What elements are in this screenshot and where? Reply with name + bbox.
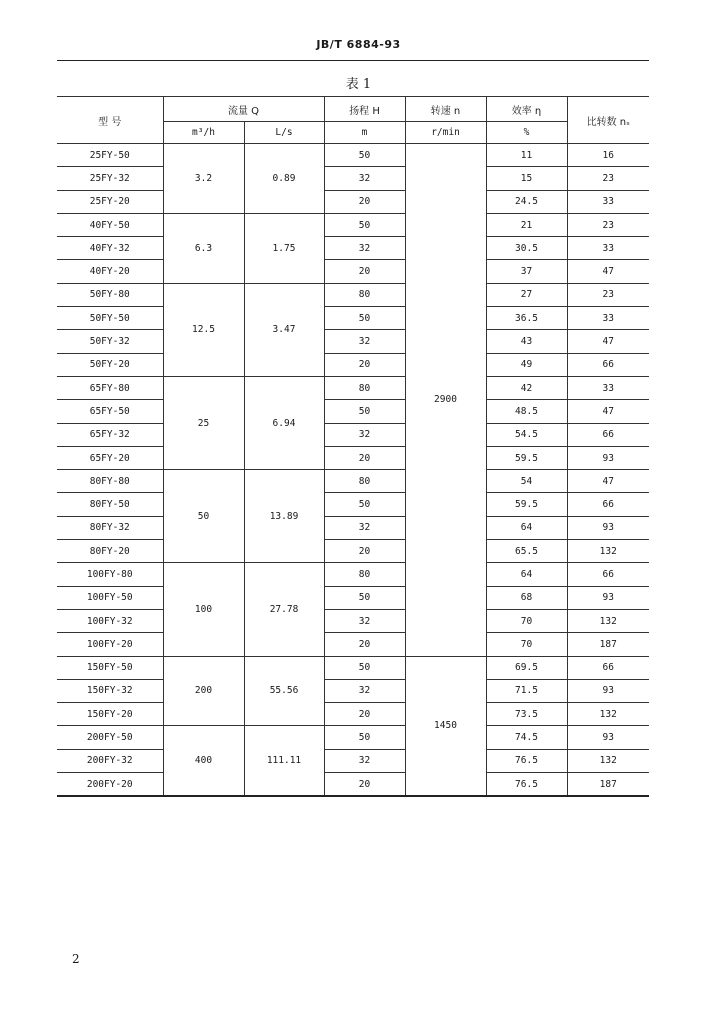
efficiency-cell: 21 [486,213,567,236]
header-flow-m3h: m³/h [163,122,244,144]
efficiency-cell: 49 [486,353,567,376]
flow-m3h-cell: 25 [163,376,244,469]
table-row [57,376,649,399]
specific-speed-cell: 187 [567,633,649,656]
table-row [57,773,649,797]
table-row [57,749,649,772]
model-cell: 150FY-20 [57,703,163,726]
table-row [57,237,649,260]
specific-speed-cell: 47 [567,400,649,423]
model-cell: 100FY-80 [57,563,163,586]
head-cell: 32 [324,609,405,632]
table-row [57,446,649,469]
model-cell: 65FY-80 [57,376,163,399]
table-row [57,213,649,236]
efficiency-cell: 68 [486,586,567,609]
efficiency-cell: 71.5 [486,679,567,702]
specific-speed-cell: 132 [567,609,649,632]
model-cell: 50FY-20 [57,353,163,376]
head-cell: 20 [324,190,405,213]
head-cell: 50 [324,144,405,167]
model-cell: 25FY-20 [57,190,163,213]
model-cell: 200FY-50 [57,726,163,749]
table-row [57,190,649,213]
table-row [57,307,649,330]
model-cell: 65FY-20 [57,446,163,469]
efficiency-cell: 76.5 [486,749,567,772]
specific-speed-cell: 187 [567,773,649,797]
model-cell: 80FY-32 [57,516,163,539]
efficiency-cell: 73.5 [486,703,567,726]
specific-speed-cell: 93 [567,726,649,749]
specific-speed-cell: 47 [567,260,649,283]
table-row [57,470,649,493]
flow-m3h-cell: 3.2 [163,144,244,214]
flow-ls-cell: 3.47 [244,283,324,376]
page-number: 2 [72,952,80,966]
head-cell: 32 [324,423,405,446]
table-row [57,400,649,423]
model-cell: 150FY-32 [57,679,163,702]
efficiency-cell: 11 [486,144,567,167]
head-cell: 50 [324,307,405,330]
specific-speed-cell: 33 [567,190,649,213]
header-speed: 转速 n [405,97,486,122]
header-specific-speed: 比转数 nₛ [567,97,649,144]
model-cell: 50FY-50 [57,307,163,330]
efficiency-cell: 24.5 [486,190,567,213]
efficiency-cell: 65.5 [486,540,567,563]
model-cell: 50FY-80 [57,283,163,306]
specific-speed-cell: 47 [567,330,649,353]
efficiency-cell: 27 [486,283,567,306]
model-cell: 200FY-20 [57,773,163,797]
model-cell: 25FY-32 [57,167,163,190]
table-row [57,726,649,749]
header-head: 扬程 H [324,97,405,122]
head-cell: 32 [324,516,405,539]
flow-ls-cell: 13.89 [244,470,324,563]
head-cell: 20 [324,633,405,656]
model-cell: 150FY-50 [57,656,163,679]
head-cell: 50 [324,656,405,679]
model-cell: 65FY-50 [57,400,163,423]
flow-ls-cell: 6.94 [244,376,324,469]
specific-speed-cell: 66 [567,353,649,376]
model-cell: 100FY-32 [57,609,163,632]
specific-speed-cell: 33 [567,237,649,260]
head-cell: 80 [324,470,405,493]
model-cell: 80FY-50 [57,493,163,516]
head-cell: 32 [324,237,405,260]
specific-speed-cell: 33 [567,376,649,399]
pump-performance-table [57,96,649,797]
model-cell: 100FY-20 [57,633,163,656]
flow-ls-cell: 111.11 [244,726,324,796]
model-cell: 25FY-50 [57,144,163,167]
efficiency-cell: 36.5 [486,307,567,330]
efficiency-cell: 64 [486,516,567,539]
efficiency-cell: 70 [486,633,567,656]
efficiency-cell: 59.5 [486,493,567,516]
head-cell: 80 [324,563,405,586]
flow-m3h-cell: 50 [163,470,244,563]
efficiency-cell: 64 [486,563,567,586]
head-cell: 50 [324,586,405,609]
specific-speed-cell: 23 [567,283,649,306]
specific-speed-cell: 23 [567,167,649,190]
head-cell: 32 [324,330,405,353]
model-cell: 65FY-32 [57,423,163,446]
header-efficiency: 效率 η [486,97,567,122]
flow-m3h-cell: 400 [163,726,244,796]
flow-m3h-cell: 100 [163,563,244,656]
efficiency-cell: 54.5 [486,423,567,446]
model-cell: 40FY-50 [57,213,163,236]
specific-speed-cell: 66 [567,563,649,586]
head-cell: 32 [324,679,405,702]
model-cell: 80FY-80 [57,470,163,493]
table-row [57,679,649,702]
head-cell: 50 [324,400,405,423]
head-cell: 50 [324,213,405,236]
specific-speed-cell: 47 [567,470,649,493]
efficiency-cell: 59.5 [486,446,567,469]
head-cell: 32 [324,167,405,190]
table-row [57,167,649,190]
table-row [57,353,649,376]
table-row [57,493,649,516]
head-cell: 50 [324,726,405,749]
head-cell: 20 [324,260,405,283]
header-head-unit: m [324,122,405,144]
head-cell: 20 [324,353,405,376]
efficiency-cell: 76.5 [486,773,567,797]
table-row [57,656,649,679]
flow-m3h-cell: 200 [163,656,244,726]
specific-speed-cell: 93 [567,586,649,609]
model-cell: 80FY-20 [57,540,163,563]
flow-ls-cell: 27.78 [244,563,324,656]
flow-m3h-cell: 6.3 [163,213,244,283]
table-row [57,563,649,586]
efficiency-cell: 48.5 [486,400,567,423]
efficiency-cell: 43 [486,330,567,353]
table-row [57,633,649,656]
head-cell: 20 [324,773,405,797]
header-flow: 流量 Q [163,97,324,122]
specific-speed-cell: 93 [567,516,649,539]
efficiency-cell: 42 [486,376,567,399]
table-row [57,586,649,609]
table-body [57,144,649,797]
head-cell: 32 [324,749,405,772]
model-cell: 50FY-32 [57,330,163,353]
table-row [57,330,649,353]
specific-speed-cell: 33 [567,307,649,330]
table-row [57,283,649,306]
head-cell: 20 [324,540,405,563]
efficiency-cell: 70 [486,609,567,632]
specific-speed-cell: 66 [567,493,649,516]
speed-cell: 1450 [405,656,486,796]
specific-speed-cell: 93 [567,446,649,469]
head-cell: 50 [324,493,405,516]
flow-ls-cell: 0.89 [244,144,324,214]
header-rule [57,60,649,61]
specific-speed-cell: 66 [567,656,649,679]
head-cell: 20 [324,703,405,726]
model-cell: 200FY-32 [57,749,163,772]
efficiency-cell: 54 [486,470,567,493]
table-row [57,516,649,539]
table-row [57,144,649,167]
efficiency-cell: 30.5 [486,237,567,260]
efficiency-cell: 37 [486,260,567,283]
specific-speed-cell: 132 [567,703,649,726]
efficiency-cell: 15 [486,167,567,190]
header-speed-unit: r/min [405,122,486,144]
flow-m3h-cell: 12.5 [163,283,244,376]
header-flow-ls: L/s [244,122,324,144]
specific-speed-cell: 132 [567,540,649,563]
efficiency-cell: 69.5 [486,656,567,679]
model-cell: 40FY-20 [57,260,163,283]
header-efficiency-unit: % [486,122,567,144]
table-row [57,423,649,446]
header-model: 型 号 [57,97,163,144]
table-row [57,540,649,563]
table-row [57,609,649,632]
head-cell: 80 [324,376,405,399]
specific-speed-cell: 16 [567,144,649,167]
standard-code-header: JB/T 6884-93 [316,38,401,51]
flow-ls-cell: 1.75 [244,213,324,283]
specific-speed-cell: 23 [567,213,649,236]
efficiency-cell: 74.5 [486,726,567,749]
flow-ls-cell: 55.56 [244,656,324,726]
head-cell: 20 [324,446,405,469]
model-cell: 100FY-50 [57,586,163,609]
model-cell: 40FY-32 [57,237,163,260]
table-row [57,260,649,283]
specific-speed-cell: 132 [567,749,649,772]
specific-speed-cell: 93 [567,679,649,702]
head-cell: 80 [324,283,405,306]
speed-cell: 2900 [405,144,486,657]
specific-speed-cell: 66 [567,423,649,446]
table-row [57,703,649,726]
table-caption: 表 1 [345,77,372,92]
